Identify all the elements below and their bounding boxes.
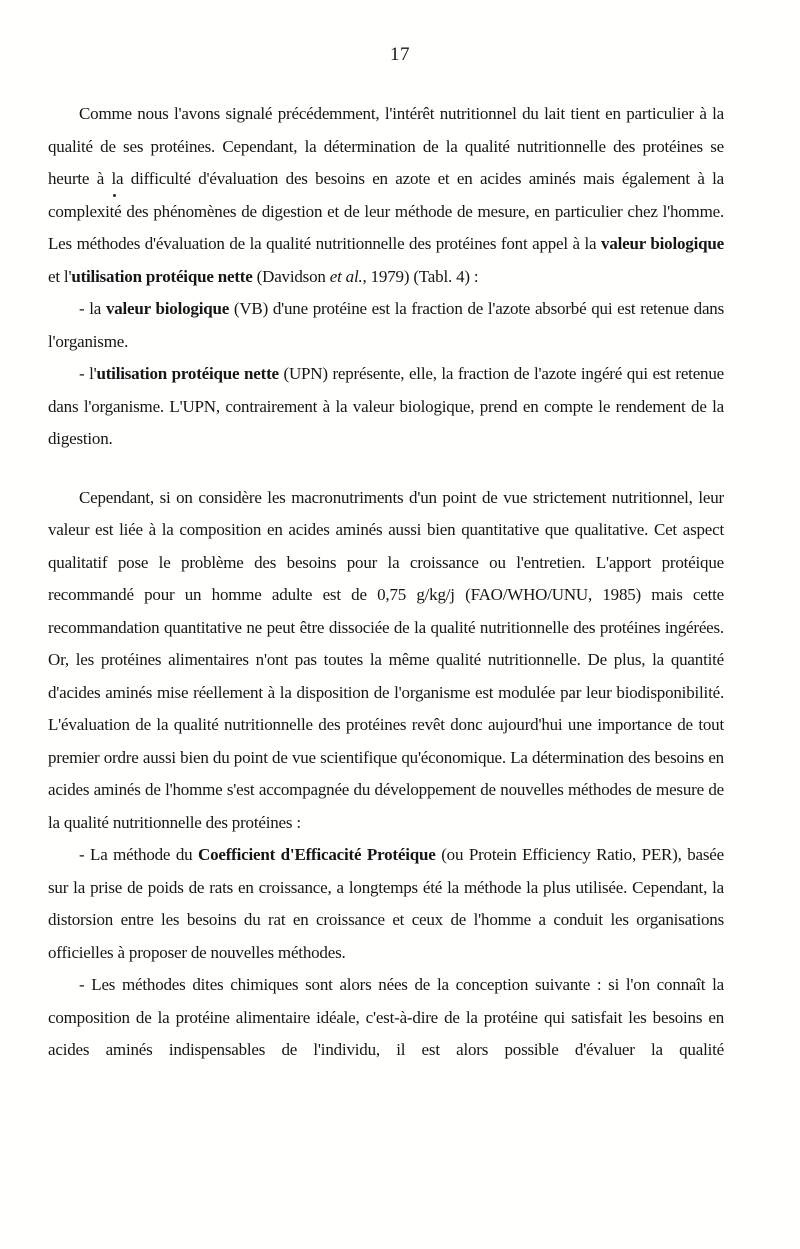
text-run: utilisation protéique nette <box>71 266 253 286</box>
text-run: Comme nous l'avons signalé précédemment, l'intérêt nutritionnel du lait tient en particulier à la qualité de ses protéines. Cependant, la détermination de la qualité nutritionnelle des protéines se heurte à la difficulté d'évaluation des besoins en azote et en acides aminés mais également à la complexité des phénomènes de digestion et de leur méthode de mesure, en particulier chez l'homme. Les méthodes d'évaluation de la qualité nutritionnelle des protéines font appel à la <box>48 104 724 253</box>
text-run: - Les méthodes dites chimiques sont alors nées de la conception suivante : si l'on connaît la composition de la protéine alimentaire idéale, c'est-à-dire de la protéine qui satisfait les besoins en acides aminés indispensables de l'individu, il est alors possible d'évaluer la qualité <box>48 975 724 1059</box>
text-run: - la <box>79 299 106 318</box>
page-content <box>48 98 724 1067</box>
text-run: et al. <box>329 266 363 286</box>
text-run: Cependant, si on considère les macronutriments d'un point de vue strictement nutritionnel, leur valeur est liée à la composition en acides aminés aussi bien quantitative que qualitative. Cet aspect qualitatif pose le problème des besoins pour la croissance ou l'entretien. L'apport protéique recommandé pour un homme adulte est de 0,75 g/kg/j (FAO/WHO/UNU, 1985) mais cette recommandation quantitative ne peut être dissociée de la qualité nutritionnelle des protéines ingérées. Or, les protéines alimentaires n'ont pas toutes la même qualité nutritionnelle. De plus, la quantité d'acides aminés mise réellement à la disposition de l'organisme est modulée par leur biodisponibilité. L'évaluation de la qualité nutritionnelle des protéines revêt donc aujourd'hui une importance de tout premier ordre aussi bien du point de vue scientifique qu'économique. La détermination des besoins en acides aminés de l'homme s'est accompagnée du développement de nouvelles méthodes de mesure de la qualité nutritionnelle des protéines : <box>48 487 724 832</box>
text-run: utilisation protéique nette <box>96 364 279 383</box>
text-run: (ou Protein Efficiency Ratio, PER), basée sur la prise de poids de rats en croissance, a longtemps été la méthode la plus utilisée. Cependant, la distorsion entre les besoins du rat en croissance et ceux de l'homme a conduit les organisations officielles à proposer de nouvelles méthodes. <box>48 845 724 962</box>
paragraph-item-valeur-biologique <box>48 293 724 358</box>
paragraph-item-methodes-chimiques <box>48 969 724 1067</box>
paragraph-item-per <box>48 839 724 969</box>
page-number: 17 <box>390 44 410 65</box>
text-run: - La méthode du <box>79 845 198 864</box>
text-run: (Davidson <box>252 266 330 286</box>
text-run: Coefficient d'Efficacité Protéique <box>198 845 436 864</box>
scan-artifact-dot <box>113 194 116 197</box>
text-run: , 1979) (Tabl. 4) : <box>362 266 479 286</box>
text-run: (VB) d'une protéine est la fraction de l'azote absorbé qui est retenue dans l'organisme. <box>48 299 725 351</box>
text-run: et l' <box>48 266 72 286</box>
text-run: valeur biologique <box>601 234 724 253</box>
text-run: - l' <box>79 364 97 383</box>
text-run: (UPN) représente, elle, la fraction de l'azote ingéré qui est retenue dans l'organisme. L'UPN, contrairement à la valeur biologique, prend en compte le rendement de la digestion. <box>48 364 724 448</box>
paragraph-macronutriments <box>48 482 724 840</box>
paragraph-intro <box>48 98 724 293</box>
text-run: valeur biologique <box>105 299 230 318</box>
paragraph-item-utilisation-proteique-nette <box>48 358 724 456</box>
